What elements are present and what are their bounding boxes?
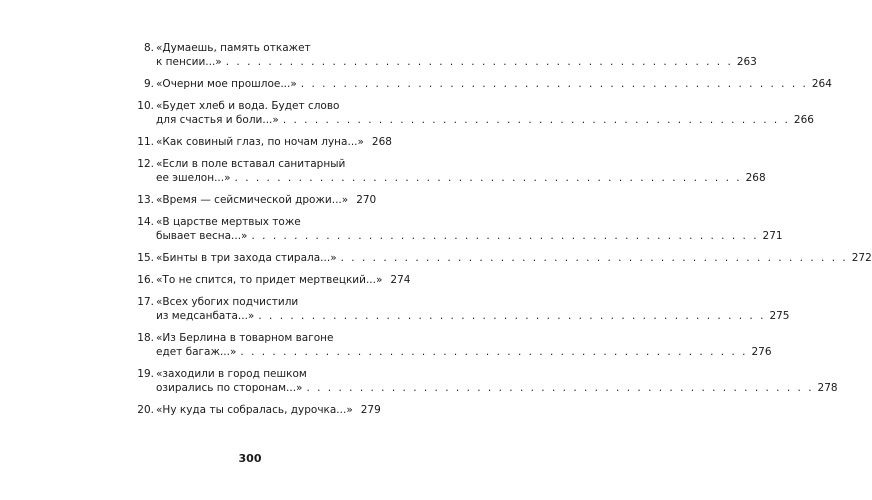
dot-leader: . . . . . . . . . . . . . . . . . . . . . . . . . . . . . . . . . . . . . . . . . . . . . . . . [234, 172, 742, 184]
toc-entry-line [156, 403, 381, 417]
dot-leader: . . . . . . . . . . . . . . . . . . . . . . . . . . . . . . . . . . . . . . . . . . . . . . . . [300, 78, 808, 90]
dot-leader: . . . . . . . . . . . . . . . . . . . . . . . . . . . . . . . . . . . . . . . . . . . . . . . . [282, 114, 790, 126]
toc-entry-title: для счастья и боли...» [156, 114, 279, 126]
dot-leader: . . . . . . . . . . . . . . . . . . . . . . . . . . . . . . . . . . . . . . . . . . . . . . . . [306, 382, 814, 394]
page-number: 300 [238, 452, 262, 465]
toc-entry-number: 15. [137, 252, 154, 264]
toc-entry-line [156, 215, 368, 229]
toc-entry-number: 9. [143, 78, 154, 90]
toc-entry-line [156, 157, 368, 171]
dot-leader: . . . . . . . . . . . . . . . . . . . . . . . . . . . . . . . . . . . . . . . . . . . . . . . . [251, 230, 759, 242]
toc-entry-number: 13. [137, 194, 154, 206]
toc-entry-page: 266 [793, 114, 814, 126]
toc-entry-number: 20. [137, 404, 154, 416]
toc-entry-title: ее эшелон...» [156, 172, 231, 184]
toc-entry-line [156, 41, 368, 55]
toc-entry-line [156, 381, 838, 395]
toc-entry-page: 276 [751, 346, 772, 358]
toc-entry-number: 10. [137, 100, 154, 112]
toc-entry-line [156, 251, 872, 265]
toc-entry-title: «То не спится, то придет мертвецкий...» [156, 274, 383, 286]
toc-entry-title: «Очерни мое прошлое...» [156, 78, 297, 90]
toc-entry-page: 272 [851, 252, 872, 264]
toc-entry-title: «Как совиный глаз, по ночам луна...» [156, 136, 364, 148]
toc-entry-line [156, 345, 772, 359]
dot-leader: . . . . . . . . . . . . . . . . . . . . . . . . . . . . . . . . . . . . . . . . . . . . . . . . [340, 252, 848, 264]
toc-entry-number: 16. [137, 274, 154, 286]
toc-entry-number: 11. [137, 136, 154, 148]
toc-entry-page: 268 [371, 136, 392, 148]
toc-entry-title: «Время — сейсмической дрожи...» [156, 194, 349, 206]
toc-entry-title: «Если в поле вставал санитарный [156, 158, 346, 170]
toc-entry-line [156, 135, 392, 149]
toc-entry-number: 14. [137, 216, 154, 228]
toc-entry-number: 19. [137, 368, 154, 380]
toc-entry-title: едет багаж...» [156, 346, 237, 358]
toc-entry-line [156, 99, 368, 113]
toc-entry-line [156, 171, 766, 185]
toc-entry-page: 268 [745, 172, 766, 184]
toc-entry-number: 8. [143, 42, 154, 54]
dot-leader: . . . . . . . . . . . . . . . . . . . . . . . . . . . . . . . . . . . . . . . . . . . . . . . . [258, 310, 766, 322]
toc-entry-title: «Будет хлеб и вода. Будет слово [156, 100, 340, 112]
toc-entry-number: 17. [137, 296, 154, 308]
toc-entry-title: озирались по сторонам...» [156, 382, 303, 394]
toc-entry-title: из медсанбата...» [156, 310, 255, 322]
toc-entry-line [156, 113, 814, 127]
toc-entry-page: 264 [811, 78, 832, 90]
toc-entry-title: бывает весна...» [156, 230, 248, 242]
toc-entry-page: 271 [762, 230, 783, 242]
toc-entry-title: «Бинты в три захода стирала...» [156, 252, 337, 264]
toc-entry-page: 275 [769, 310, 790, 322]
toc-entry-line [156, 331, 368, 345]
toc-entry-line [156, 229, 783, 243]
toc-entry-title: к пенсии...» [156, 56, 222, 68]
toc-entry-line [156, 295, 368, 309]
toc-entry-title: «заходили в город пешком [156, 368, 307, 380]
toc-entry-line [156, 77, 832, 91]
dot-leader: . . . . . . . . . . . . . . . . . . . . . . . . . . . . . . . . . . . . . . . . . . . . . . . . [240, 346, 748, 358]
toc-entry-title: «В царстве мертвых тоже [156, 216, 301, 228]
toc-entry-page: 279 [360, 404, 381, 416]
toc-entry-line [156, 55, 757, 69]
toc-entry-page: 274 [390, 274, 411, 286]
toc-entry-number: 12. [137, 158, 154, 170]
toc-entry-page: 263 [736, 56, 757, 68]
toc-entry-title: «Думаешь, память откажет [156, 42, 311, 54]
toc-entry-page: 278 [817, 382, 838, 394]
dot-leader: . . . . . . . . . . . . . . . . . . . . . . . . . . . . . . . . . . . . . . . . . . . . . . . . [225, 56, 733, 68]
toc-entry-line [156, 273, 411, 287]
toc-entry-line [156, 367, 368, 381]
toc-entry-line [156, 193, 377, 207]
toc-entry-title: «Всех убогих подчистили [156, 296, 299, 308]
toc-entry-page: 270 [356, 194, 377, 206]
toc-entry-title: «Из Берлина в товарном вагоне [156, 332, 334, 344]
toc-entry-number: 18. [137, 332, 154, 344]
toc-entry-title: «Ну куда ты собралась, дурочка...» [156, 404, 353, 416]
toc-entry-line [156, 309, 790, 323]
